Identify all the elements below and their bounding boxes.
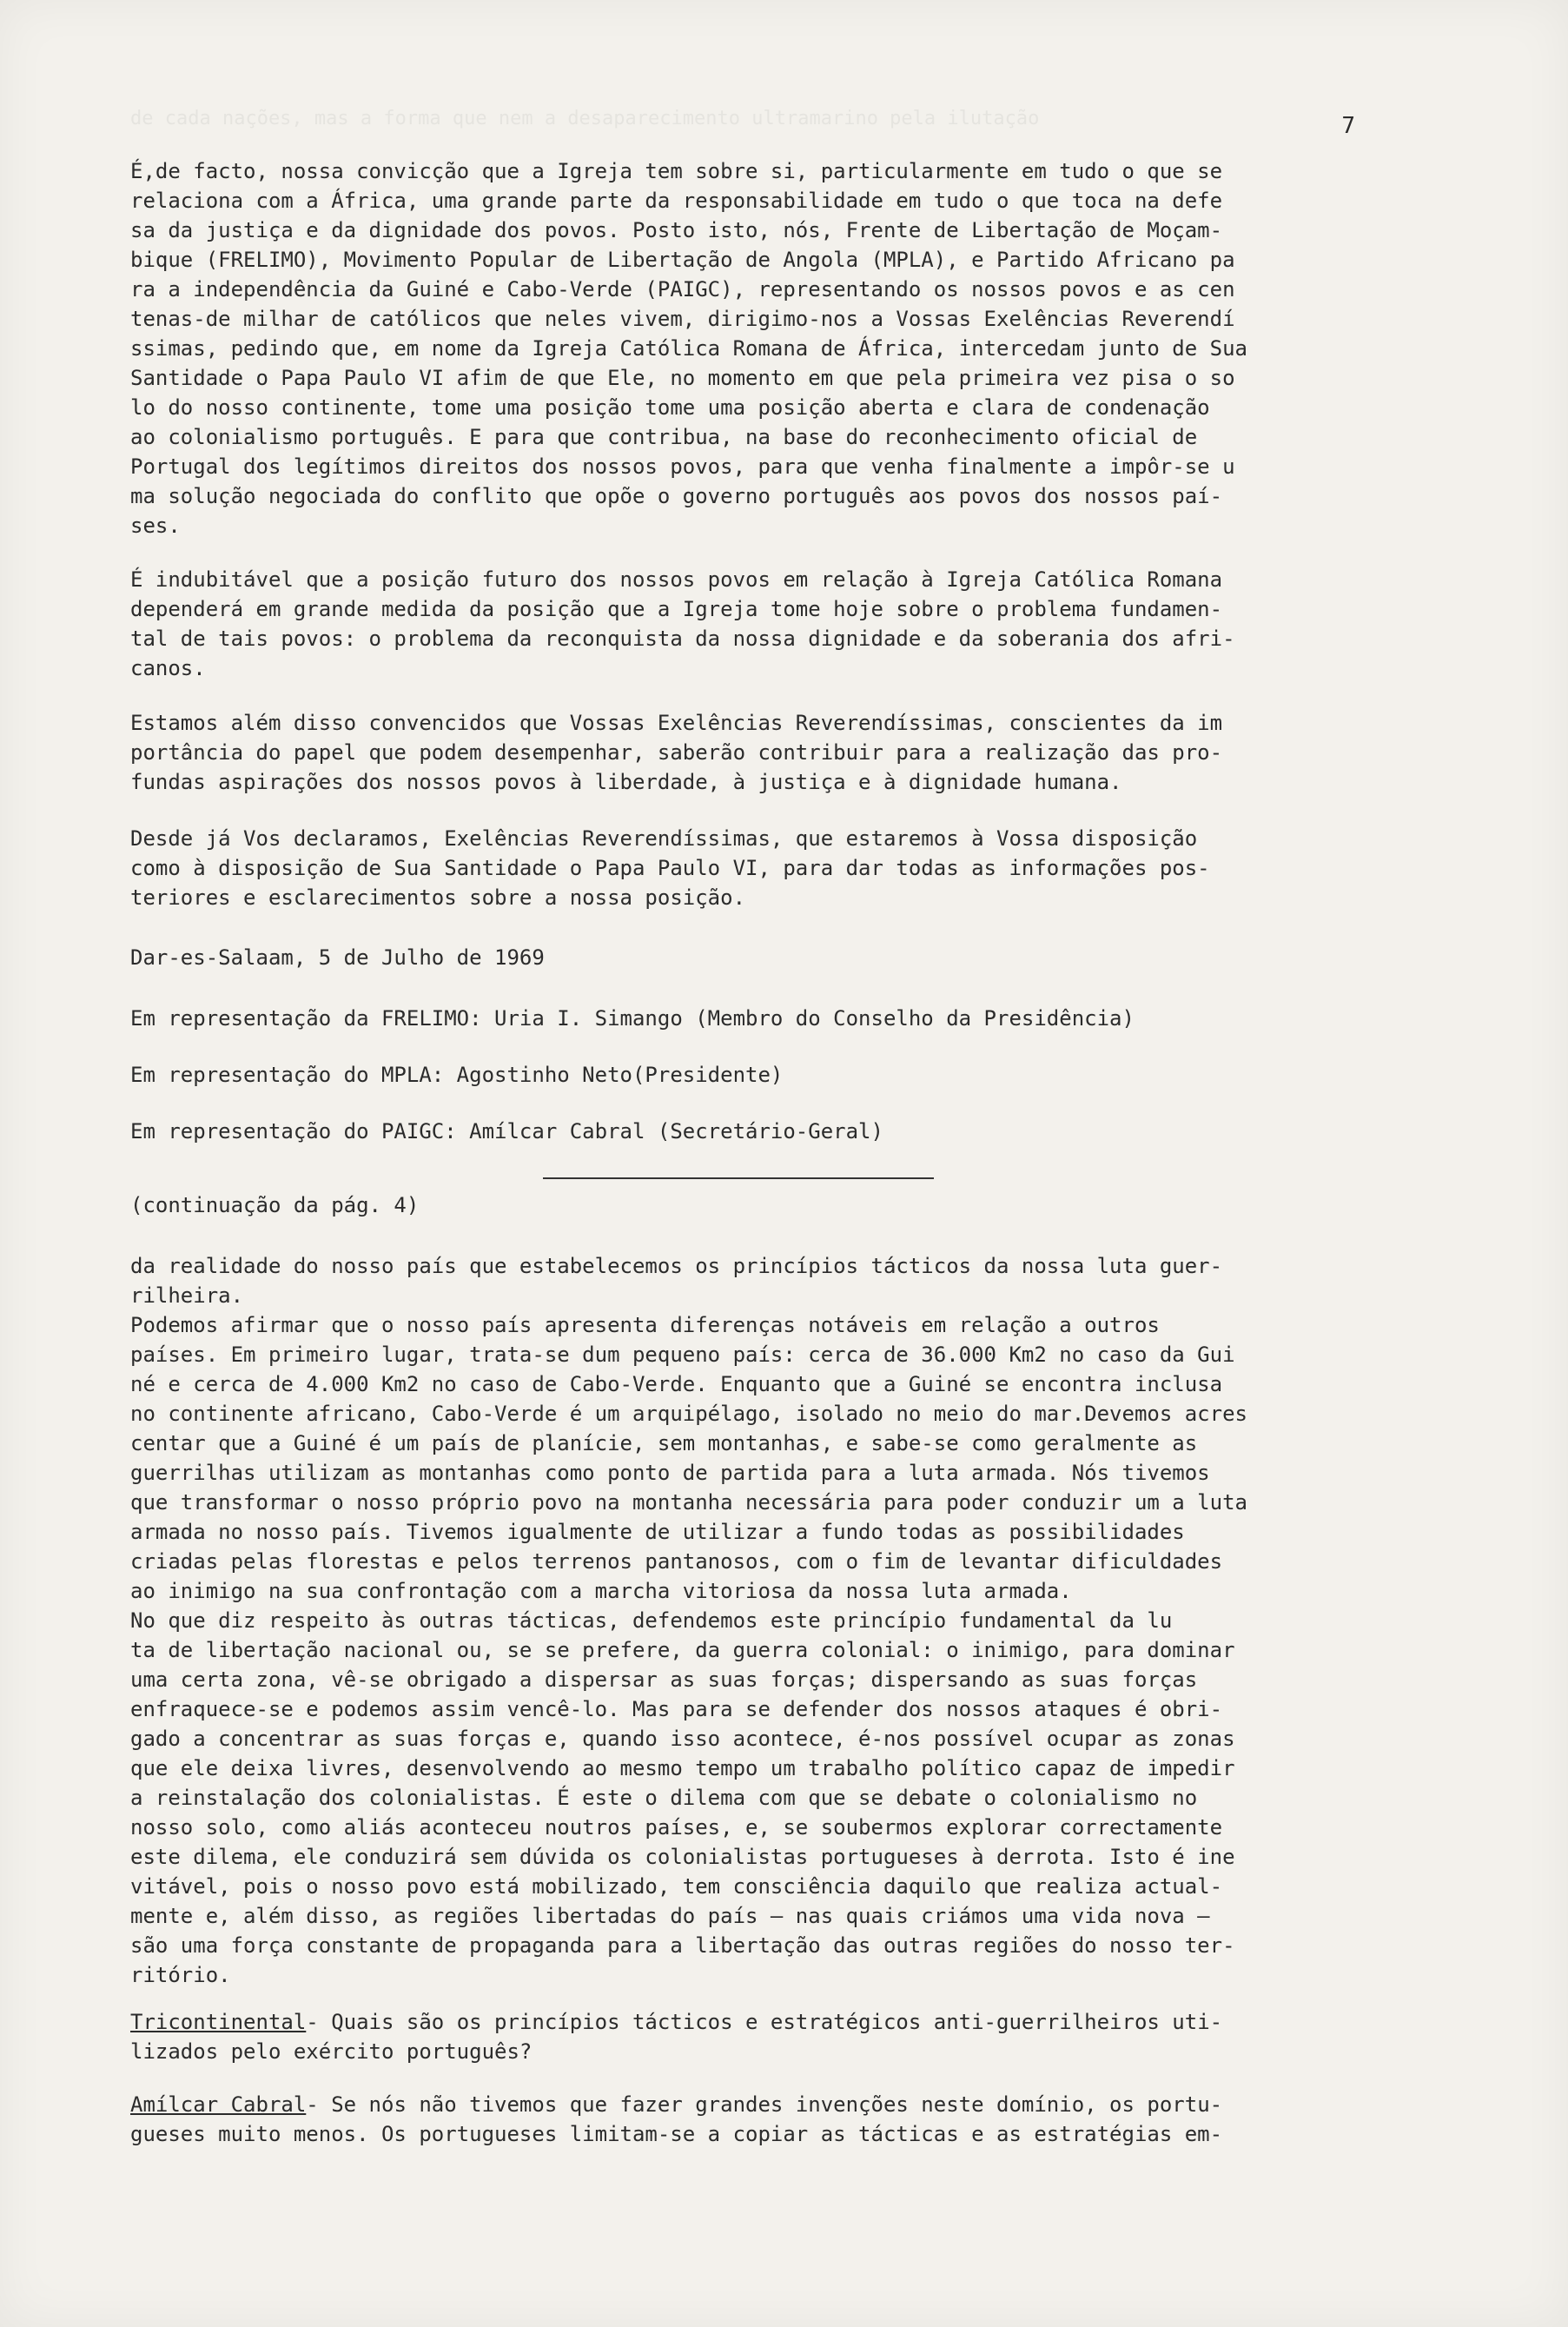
text-line: ritório. bbox=[130, 1963, 231, 1987]
text-line: tal de tais povos: o problema da reconquista da nossa dignidade e da soberania dos afri- bbox=[130, 626, 1235, 651]
text-line: teriores e esclarecimentos sobre a nossa posição. bbox=[130, 885, 746, 910]
signature-mpla bbox=[130, 1060, 1433, 1090]
continuation-note bbox=[130, 1190, 1433, 1220]
text-line: Santidade o Papa Paulo VI afim de que Ele, no momento em que pela primeira vez pisa o so bbox=[130, 366, 1235, 390]
text-line: lo do nosso continente, tome uma posição tome uma posição aberta e clara de condenação bbox=[130, 395, 1210, 420]
text-line: que ele deixa livres, desenvolvendo ao mesmo tempo um trabalho político capaz de impedir bbox=[130, 1756, 1235, 1780]
text-line: mente e, além disso, as regiões libertadas do país — nas quais criámos uma vida nova — bbox=[130, 1904, 1210, 1928]
text-line: uma certa zona, vê-se obrigado a dispersar as suas forças; dispersando as suas forças bbox=[130, 1667, 1198, 1692]
place-date bbox=[130, 943, 1433, 972]
text-line: gado a concentrar as suas forças e, quando isso acontece, é-nos possível ocupar as zonas bbox=[130, 1727, 1235, 1751]
text-line: tenas-de milhar de católicos que neles vivem, dirigimo-nos a Vossas Exelências Reverendí bbox=[130, 307, 1235, 331]
text-line: ma solução negociada do conflito que opõe o governo português aos povos dos nossos paí- bbox=[130, 484, 1223, 508]
text-line: né e cerca de 4.000 Km2 no caso de Cabo-Verde. Enquanto que a Guiné se encontra inclusa bbox=[130, 1372, 1223, 1396]
text-line: são uma força constante de propaganda para a libertação das outras regiões do nosso ter- bbox=[130, 1933, 1235, 1958]
question-speaker: Tricontinental bbox=[130, 2010, 307, 2034]
answer-line bbox=[130, 2090, 1433, 2119]
paragraph-4 bbox=[130, 824, 1433, 912]
paragraph-5 bbox=[130, 1251, 1433, 1990]
text-line: relaciona com a África, uma grande parte da responsabilidade em tudo o que toca na defe bbox=[130, 189, 1223, 213]
answer-speaker: Amílcar Cabral bbox=[130, 2092, 307, 2117]
continuation-label: (continuação da pág. 4) bbox=[130, 1193, 420, 1217]
text-line: armada no nosso país. Tivemos igualmente de utilizar a fundo todas as possibilidades bbox=[130, 1520, 1185, 1544]
text-line: Podemos afirmar que o nosso país apresenta diferenças notáveis em relação a outros bbox=[130, 1313, 1160, 1337]
text-line: É indubitável que a posição futuro dos nossos povos em relação à Igreja Católica Romana bbox=[130, 567, 1223, 592]
text-line: portância do papel que podem desempenhar, saberão contribuir para a realização das pro- bbox=[130, 740, 1223, 765]
text-line: ssimas, pedindo que, em nome da Igreja Católica Romana de África, intercedam junto de Sua bbox=[130, 336, 1247, 361]
text-line: É,de facto, nossa convicção que a Igreja tem sobre si, particularmente em tudo o que se bbox=[130, 159, 1223, 183]
page-number: 7 bbox=[1341, 113, 1355, 139]
paragraph-2 bbox=[130, 565, 1433, 683]
text-line: ra a independência da Guiné e Cabo-Verde (PAIGC), representando os nossos povos e as cen bbox=[130, 277, 1235, 302]
text-line: vitável, pois o nosso povo está mobilizado, tem consciência daquilo que realiza actual- bbox=[130, 1874, 1223, 1899]
signature-frelimo bbox=[130, 1004, 1433, 1033]
text-line: nosso solo, como aliás aconteceu noutros países, e, se soubermos explorar correctamente bbox=[130, 1815, 1223, 1840]
text-line: ta de libertação nacional ou, se se prefere, da guerra colonial: o inimigo, para dominar bbox=[130, 1638, 1235, 1662]
text-line: sa da justiça e da dignidade dos povos. Posto isto, nós, Frente de Libertação de Moçam- bbox=[130, 218, 1223, 242]
text-line: centar que a Guiné é um país de planície, sem montanhas, e sabe-se como geralmente as bbox=[130, 1431, 1198, 1455]
text-line: bique (FRELIMO), Movimento Popular de Libertação de Angola (MPLA), e Partido Africano pa bbox=[130, 248, 1235, 272]
answer-text: - Se nós não tivemos que fazer grandes invenções neste domínio, os portu- bbox=[306, 2092, 1223, 2117]
text-line: dependerá em grande medida da posição que a Igreja tome hoje sobre o problema fundamen- bbox=[130, 597, 1223, 621]
bleed-through-text: de cada nações, mas a forma que nem a desaparecimento ultramarino pela ilutação bbox=[130, 108, 1040, 129]
text-line: que transformar o nosso próprio povo na montanha necessária para poder conduzir um a luta bbox=[130, 1490, 1247, 1515]
text-line: ses. bbox=[130, 514, 181, 538]
interview-question bbox=[130, 2007, 1433, 2066]
text-line: no continente africano, Cabo-Verde é um arquipélago, isolado no meio do mar.Devemos acres bbox=[130, 1402, 1247, 1426]
text-line: ao colonialismo português. E para que contribua, na base do reconhecimento oficial de bbox=[130, 425, 1198, 449]
text-line: guerrilhas utilizam as montanhas como ponto de partida para a luta armada. Nós tivemos bbox=[130, 1461, 1210, 1485]
signature-line: Em representação do MPLA: Agostinho Neto(Presidente) bbox=[130, 1063, 784, 1087]
text-line: fundas aspirações dos nossos povos à liberdade, à justiça e à dignidade humana. bbox=[130, 770, 1122, 794]
text-line: enfraquece-se e podemos assim vencê-lo. Mas para se defender dos nossos ataques é obri- bbox=[130, 1697, 1223, 1721]
text-line: países. Em primeiro lugar, trata-se dum pequeno país: cerca de 36.000 Km2 no caso da Gui bbox=[130, 1342, 1235, 1367]
text-line: da realidade do nosso país que estabelecemos os princípios tácticos da nossa luta guer- bbox=[130, 1254, 1223, 1278]
question-line bbox=[130, 2007, 1433, 2037]
section-divider bbox=[543, 1177, 934, 1179]
text-line: ao inimigo na sua confrontação com a marcha vitoriosa da nossa luta armada. bbox=[130, 1579, 1072, 1603]
text-line: como à disposição de Sua Santidade o Papa Paulo VI, para dar todas as informações pos- bbox=[130, 856, 1210, 880]
signature-paigc bbox=[130, 1117, 1433, 1146]
question-line: lizados pelo exército português? bbox=[130, 2039, 533, 2064]
text-line: Portugal dos legítimos direitos dos nossos povos, para que venha finalmente a impôr-se u bbox=[130, 454, 1235, 479]
signature-line: Em representação da FRELIMO: Uria I. Simango (Membro do Conselho da Presidência) bbox=[130, 1006, 1135, 1031]
text-line: criadas pelas florestas e pelos terrenos pantanosos, com o fim de levantar dificuldades bbox=[130, 1549, 1223, 1574]
place-date-line: Dar-es-Salaam, 5 de Julho de 1969 bbox=[130, 945, 545, 970]
paragraph-3 bbox=[130, 708, 1433, 797]
paragraph-1 bbox=[130, 156, 1433, 540]
text-line: No que diz respeito às outras tácticas, defendemos este princípio fundamental da lu bbox=[130, 1608, 1173, 1633]
text-line: a reinstalação dos colonialistas. É este o dilema com que se debate o colonialismo no bbox=[130, 1786, 1198, 1810]
answer-line: gueses muito menos. Os portugueses limitam-se a copiar as tácticas e as estratégias em- bbox=[130, 2122, 1223, 2146]
interview-answer bbox=[130, 2090, 1433, 2149]
text-line: este dilema, ele conduzirá sem dúvida os colonialistas portugueses à derrota. Isto é ine bbox=[130, 1845, 1235, 1869]
text-line: canos. bbox=[130, 656, 206, 680]
text-line: Desde já Vos declaramos, Exelências Reverendíssimas, que estaremos à Vossa disposição bbox=[130, 826, 1198, 851]
question-text: - Quais são os princípios tácticos e estratégicos anti-guerrilheiros uti- bbox=[306, 2010, 1223, 2034]
text-line: Estamos além disso convencidos que Vossas Exelências Reverendíssimas, conscientes da im bbox=[130, 711, 1223, 735]
signature-line: Em representação do PAIGC: Amílcar Cabral (Secretário-Geral) bbox=[130, 1119, 883, 1144]
text-line: rilheira. bbox=[130, 1283, 244, 1308]
